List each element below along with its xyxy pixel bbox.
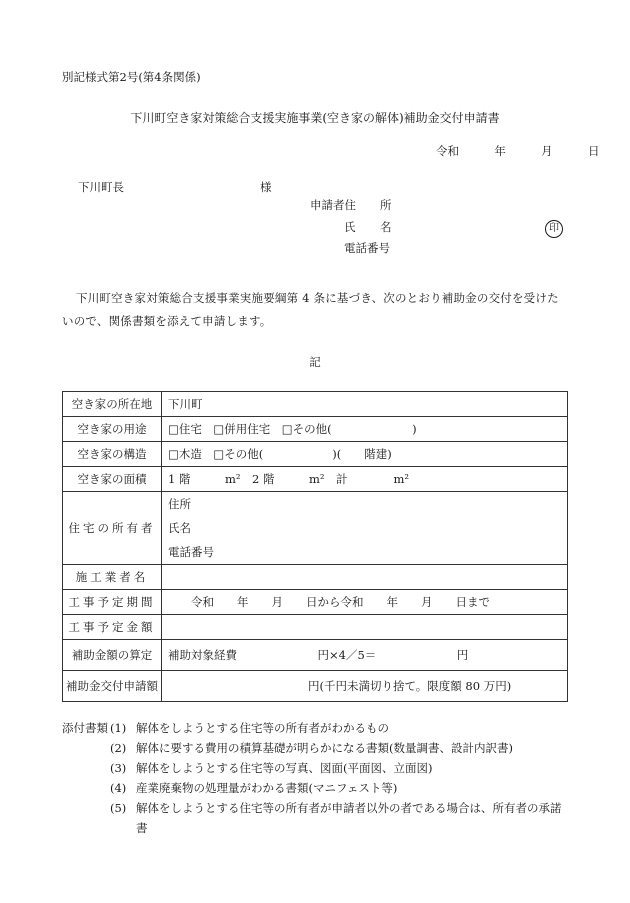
area-value[interactable]: 1 階 m² 2 階 m² 計 m² xyxy=(162,467,568,492)
attachment-number: (4) xyxy=(110,781,127,795)
attachment-number: (1) xyxy=(110,721,127,735)
list-item xyxy=(62,798,568,818)
request-value[interactable]: 円(千円未満切り捨て。限度額 80 万円) xyxy=(162,671,568,702)
owner-name-label: 氏名 xyxy=(168,521,191,535)
period-value[interactable]: 令和 年 月 日から令和 年 月 日まで xyxy=(162,590,568,615)
date-day: 日 xyxy=(587,144,600,158)
location-label: 空き家の所在地 xyxy=(63,392,162,417)
table-row xyxy=(63,565,568,590)
attachments-lead: 添付書類 xyxy=(62,721,108,735)
structure-label: 空き家の構造 xyxy=(63,442,162,467)
list-item xyxy=(62,818,568,838)
owner-label: 住宅の所有者 xyxy=(63,492,162,565)
attachment-number: (3) xyxy=(110,761,127,775)
table-row xyxy=(63,442,568,467)
period-label: 工事予定期間 xyxy=(63,590,162,615)
form-number: 別記様式第2号(第4条関係) xyxy=(62,70,201,84)
use-value[interactable]: □住宅 □併用住宅 □その他( ) xyxy=(162,417,568,442)
amount-label: 工事予定金額 xyxy=(63,615,162,640)
date-month: 月 xyxy=(541,144,553,158)
owner-value[interactable] xyxy=(162,492,568,565)
list-item xyxy=(62,778,568,798)
addressee-name: 下川町長 xyxy=(78,180,124,194)
list-item xyxy=(62,758,568,778)
attachment-text: 解体をしようとする住宅等の所有者が申請者以外の者である場合は、所有者の承諾 xyxy=(136,801,562,815)
date-line xyxy=(436,146,599,158)
list-item xyxy=(62,718,568,738)
amount-value[interactable] xyxy=(162,615,568,640)
application-statement: 下川町空き家対策総合支援事業実施要綱第 4 条に基づき、次のとおり補助金の交付を受けたいので、関係書類を添えて申請します。 xyxy=(62,291,559,328)
attachment-text: 産業廃棄物の処理量がわかる書類(マニフェスト等) xyxy=(136,781,398,795)
calc-label: 補助金額の算定 xyxy=(63,640,162,671)
attachment-text: 解体をしようとする住宅等の所有者がわかるもの xyxy=(136,721,389,735)
table-row xyxy=(63,640,568,671)
owner-phone-label: 電話番号 xyxy=(168,545,214,559)
contractor-value[interactable] xyxy=(162,565,568,590)
calc-value[interactable]: 補助対象経費 円×4／5＝ 円 xyxy=(162,640,568,671)
attachment-text: 解体に要する費用の積算基礎が明らかになる書類(数量調書、設計内訳書) xyxy=(136,741,513,755)
applicant-name-label: 氏 xyxy=(344,220,356,234)
page-title: 下川町空き家対策総合支援実施事業(空き家の解体)補助金交付申請書 xyxy=(130,111,500,125)
table-row xyxy=(63,492,568,565)
date-year: 年 xyxy=(494,144,506,158)
use-label: 空き家の用途 xyxy=(63,417,162,442)
attachment-number: (2) xyxy=(110,741,127,755)
table-row xyxy=(63,392,568,417)
table-row xyxy=(63,417,568,442)
area-label: 空き家の面積 xyxy=(63,467,162,492)
attachments-list xyxy=(62,718,568,838)
applicant-address-label-suffix: 所 xyxy=(380,198,392,212)
contractor-label: 施工業者名 xyxy=(63,565,162,590)
owner-address-label: 住所 xyxy=(168,497,191,511)
seal-mark: 印 xyxy=(545,220,563,238)
table-row xyxy=(63,615,568,640)
structure-value[interactable]: □木造 □その他( )( 階建) xyxy=(162,442,568,467)
table-row xyxy=(63,590,568,615)
location-value[interactable]: 下川町 xyxy=(162,392,568,417)
date-era: 令和 xyxy=(436,144,459,158)
list-item xyxy=(62,738,568,758)
attachment-number: (5) xyxy=(110,801,127,815)
attachment-text: 書 xyxy=(136,821,148,835)
applicant-address-label: 申請者住 xyxy=(310,198,356,212)
application-table xyxy=(62,391,568,702)
table-row xyxy=(63,467,568,492)
addressee-honorific: 様 xyxy=(260,180,272,194)
attachment-text: 解体をしようとする住宅等の写真、図面(平面図、立面図) xyxy=(136,761,433,775)
table-row xyxy=(63,671,568,702)
request-label: 補助金交付申請額 xyxy=(63,671,162,702)
applicant-name-label-suffix: 名 xyxy=(380,220,392,234)
ki-heading: 記 xyxy=(309,355,321,369)
applicant-phone-label: 電話番号 xyxy=(344,241,390,255)
